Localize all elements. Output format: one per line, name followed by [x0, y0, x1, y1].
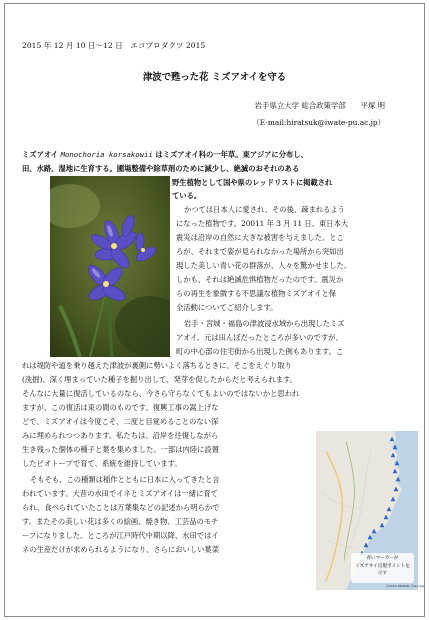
body-line: 生き残った個体の種子と葉を集めました。一部は内陸に設置 — [22, 445, 220, 454]
body-line: そんなに大量に復活しているのなら、今さら守らなくてもよいのではないかと思われ — [22, 389, 300, 398]
author-email: （E-mail:hiratsuk@iwate-pu.ac.jp） — [252, 118, 385, 127]
body-line: 震災は沿岸の自然に大きな被害を与えました。とこ — [176, 233, 344, 242]
body-line: みに埋められつつあります。私たちは、沿岸を往復しながら — [22, 431, 219, 440]
abstract-line-1-rest: はミズアオイ科の一年草。東アジアに分布し、 — [152, 150, 308, 159]
abstract-prefix: ミズアオイ — [22, 150, 61, 159]
author-affiliation: 岩手県立大学 総合政策学部 平塚 明 — [254, 101, 385, 110]
abstract-latin-name: Monochoria korsakowii — [60, 150, 153, 159]
body-line: 町の中心部の住宅街から出現した例もあります。こ — [176, 347, 344, 356]
body-line: ネの生産だけが求められるようになり、さらにおいしい葉菜 — [22, 545, 220, 554]
body-line: 岩手・宮城・福島の津波浸水域から出現したミズ — [184, 319, 345, 328]
abstract-line-3: 野生植物として国や県のレッドリストに掲載され — [172, 178, 333, 187]
event-line: 2015 年 12 月 10 日～12 日 エコプロダクツ 2015 — [22, 41, 206, 50]
body-line: (洗掘)、深く埋まっていた種子を掘り出して、発芽を促したからだと考えられます。 — [22, 375, 297, 384]
body-line: 全活動についてご紹介します。 — [176, 303, 278, 312]
map-legend — [351, 553, 414, 583]
body-line: アオイ。元は田んぼだったところが多いのですが、 — [176, 333, 343, 342]
map-legend-line-1: 青いマーカーが — [366, 556, 399, 561]
body-line: になった植物です。20011 年 3 月 11 日、東日本大 — [176, 219, 349, 228]
body-line: かつては日本人に愛され、その後、疎まれるよう — [184, 205, 345, 214]
abstract-line-4: ている。 — [172, 191, 202, 200]
body-line: 現した美しい青い花の群落が、人々を驚かせました。 — [176, 261, 352, 270]
body-line: ますが、この復活は束の間のものです。復興工事の嵩上げな — [22, 403, 219, 412]
body-line: したビオトープで育て、系統を維持しています。 — [22, 459, 182, 468]
mizuaoi-flower-photo — [50, 176, 170, 357]
body-line: そもそも、この種類は稲作とともに日本に入ってきたと言 — [30, 475, 220, 484]
body-line: ーフになりました。ところが江戸時代中期以降、水田ではイ — [22, 531, 219, 540]
body-line: らの再生を象徴する不思議な植物ミズアオイと保 — [176, 289, 337, 298]
document-title: 津波で甦った花 ミズアオイを守る — [142, 72, 287, 83]
body-line: われています。大昔の水田でイネとミズアオイは一緒に育て — [22, 489, 218, 498]
map-legend-line-3: 示す — [377, 571, 388, 576]
body-line: どで、ミズアオイは今度こそ、二度と目覚めることのない深 — [22, 417, 219, 426]
body-line: しかも、それは絶滅危惧植物だったのです。震災か — [176, 275, 344, 284]
body-line: られ、食べられていたことは万葉集などの記述から明らかで — [22, 503, 220, 512]
abstract-line-1 — [22, 150, 308, 160]
abstract-line-2: 田、水路、湿地に生育する。圃場整備や除草剤のために減少し、絶滅のおそれのある — [22, 164, 300, 173]
map-legend-line-2: ミズアオイ出現ポイントを — [355, 563, 410, 569]
body-line: ろが、それまで姿が見られなかった場所から突如出 — [176, 247, 344, 256]
body-line: す。またその美しい花は多くの絵画、焼き物、工芸品のモチ — [22, 517, 219, 526]
map-credit: ©2015 ZENRIN, ©Google — [386, 584, 425, 588]
body-line: れは堤防や道を乗り越えた津波が裏側に勢いよく落ちるときに、そこをえぐり取り — [22, 361, 292, 370]
